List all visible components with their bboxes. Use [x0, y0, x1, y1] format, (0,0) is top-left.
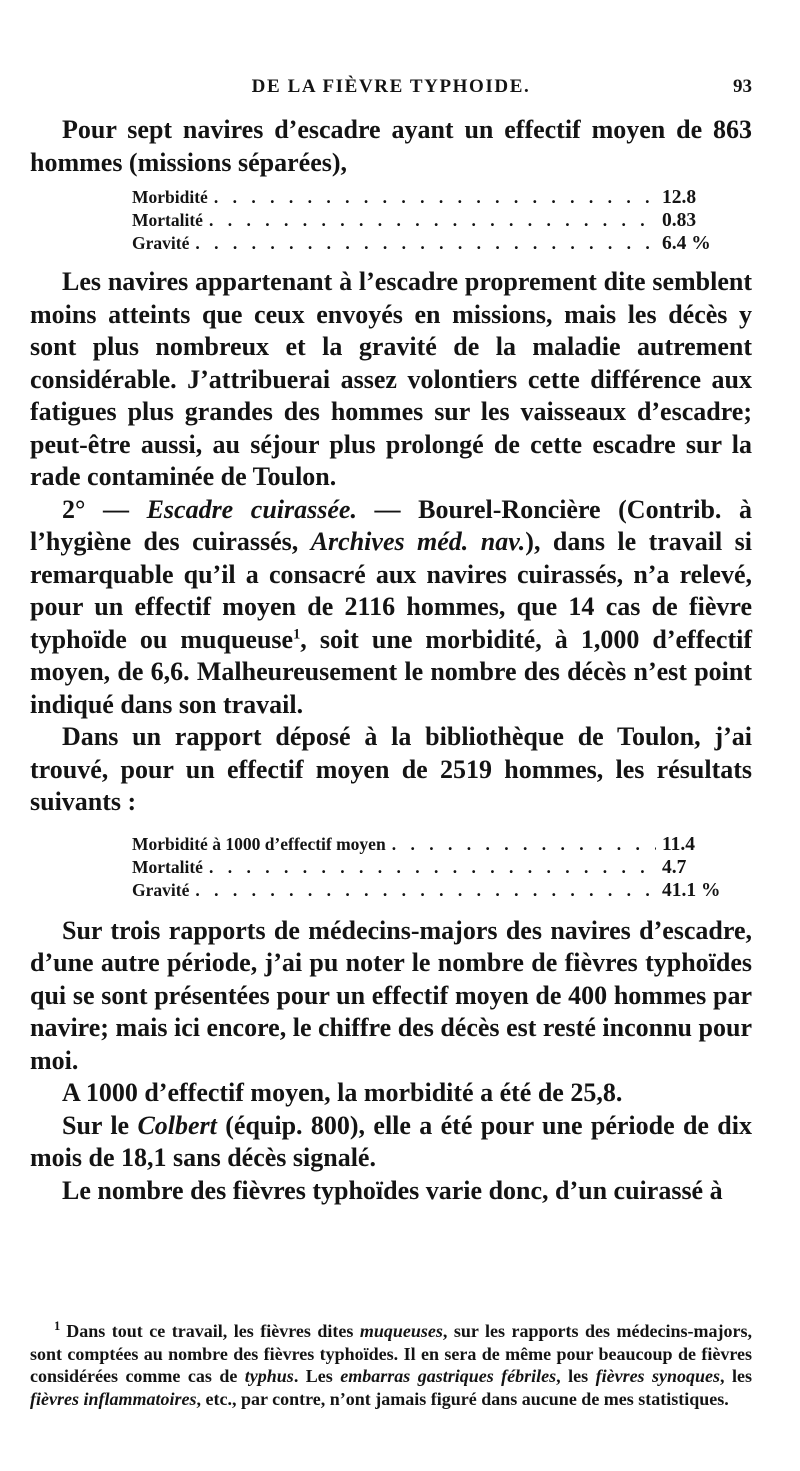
leader-dots	[209, 856, 656, 879]
footnote-mark: 1	[54, 1319, 61, 1333]
stat-label: Gravité	[132, 879, 190, 900]
text-run: Dans tout ce travail, les fièvres dites	[66, 1321, 360, 1341]
stat-value: 12.8	[662, 187, 697, 208]
italic-term: fièvres inflammatoires	[30, 1388, 197, 1409]
stat-row	[132, 879, 787, 902]
italic-term: embarras gastriques fébriles	[340, 1366, 557, 1386]
stat-label: Gravité	[132, 233, 190, 253]
stat-value: 11.4	[662, 833, 696, 855]
text-run: ), dans le travail si remarquable qu’il a consacré aux navires cuirassés, n’a relevé, pour un effectif moyen de 2116 hommes, que 14 cas de fièvre typhoïde ou muqueuse	[30, 527, 753, 654]
leader-dots	[209, 209, 656, 232]
page-number: 93	[733, 76, 752, 97]
stat-row	[132, 209, 787, 232]
leader-dots	[195, 879, 656, 902]
italic-term: muqueuses	[359, 1321, 443, 1341]
paragraph: Dans un rapport déposé à la bibliothèque de Toulon, j’ai trouvé, pour un effectif moyen de 2519 hommes, les résultats suivants :	[30, 722, 752, 816]
book-page	[30, 0, 752, 1471]
text-run: , les	[556, 1366, 596, 1386]
stat-row	[132, 833, 787, 856]
running-title: DE LA FIÈVRE TYPHOIDE.	[251, 76, 531, 97]
journal-title: Archives méd. nav.	[310, 527, 526, 556]
stat-value: 41.1 %	[662, 879, 721, 901]
text-run: , soit une morbidité, à 1,000 d’effectif moyen, de 6,6. Malheureusement le nombre des décès n’est point indiqué dans son travail.	[30, 624, 752, 719]
stat-label: Morbidité	[132, 187, 208, 207]
paragraph: Le nombre des fièvres typhoïdes varie donc, d’un cuirassé à	[62, 1175, 723, 1205]
ship-name: Colbert	[137, 1110, 217, 1140]
stat-label: Mortalité	[132, 210, 203, 230]
section-number: 2°	[62, 494, 86, 524]
stat-row	[132, 856, 787, 879]
paragraph	[30, 1110, 752, 1175]
text-run: — Bourel-Roncière (Contrib. à l’hygiène des cuirassés,	[30, 494, 752, 556]
text-run: —	[85, 494, 147, 524]
stat-label: Morbidité à 1000 d’effectif moyen	[132, 833, 386, 854]
body-text	[30, 114, 752, 1207]
text-run: , sur les rapports des médecins-majors, sont comptées au nombre des fièvres typhoïdes. Il en sera de même pour beaucoup de fièvres considérées comme cas de	[30, 1321, 752, 1386]
stats-table	[132, 833, 787, 902]
stat-row	[132, 232, 787, 255]
leader-dots	[214, 186, 656, 209]
stats-table	[132, 186, 787, 255]
italic-term: typhus	[244, 1366, 294, 1386]
stat-value: 0.83	[662, 210, 697, 231]
text-run: , les	[720, 1366, 753, 1386]
stat-label: Mortalité	[132, 856, 203, 877]
paragraph: A 1000 d’effectif moyen, la morbidité a été de 25,8.	[62, 1078, 623, 1107]
stat-value: 4.7	[662, 856, 687, 878]
running-head	[30, 76, 752, 102]
text-run: Sur le	[62, 1110, 138, 1140]
paragraph: Pour sept navires d’escadre ayant un effectif moyen de 863 hommes (missions séparées),	[30, 115, 752, 177]
stat-value: 6.4 %	[662, 233, 711, 254]
section-heading: Escadre cuirassée.	[146, 494, 357, 524]
stat-row	[132, 186, 787, 209]
paragraph	[30, 494, 752, 722]
text-run: . Les	[293, 1366, 341, 1386]
paragraph: Sur trois rapports de médecins-majors des navires d’escadre, d’une autre période, j’ai pu noter le nombre de fièvres typhoïdes qui se sont présentées pour un effectif moyen de 400 hommes par navire; mais ici encore, le chiffre des décès est resté inconnu pour moi.	[30, 915, 752, 1075]
italic-term: fièvres synoques	[595, 1366, 721, 1386]
footnote	[30, 1320, 752, 1410]
leader-dots	[195, 232, 656, 255]
paragraph: Les navires appartenant à l’escadre proprement dite semblent moins atteints que ceux envoyés en missions, mais les décès y sont plus nombreux et la gravité de la maladie autrement considérable. J’attribuerai assez volontiers cette différence aux fatigues plus grandes des hommes sur les vaisseaux d’escadre; peut-être aussi, au séjour plus prolongé de cette escadre sur la rade contaminée de Toulon.	[30, 267, 752, 491]
footnote-ref: 1	[293, 625, 301, 642]
text-run: (équip. 800), elle a été pour une période de dix mois de 18,1 sans décès signalé.	[30, 1110, 752, 1172]
leader-dots	[392, 833, 656, 856]
text-run: , etc., par contre, n’ont jamais figuré dans aucune de mes statistiques.	[196, 1388, 729, 1409]
